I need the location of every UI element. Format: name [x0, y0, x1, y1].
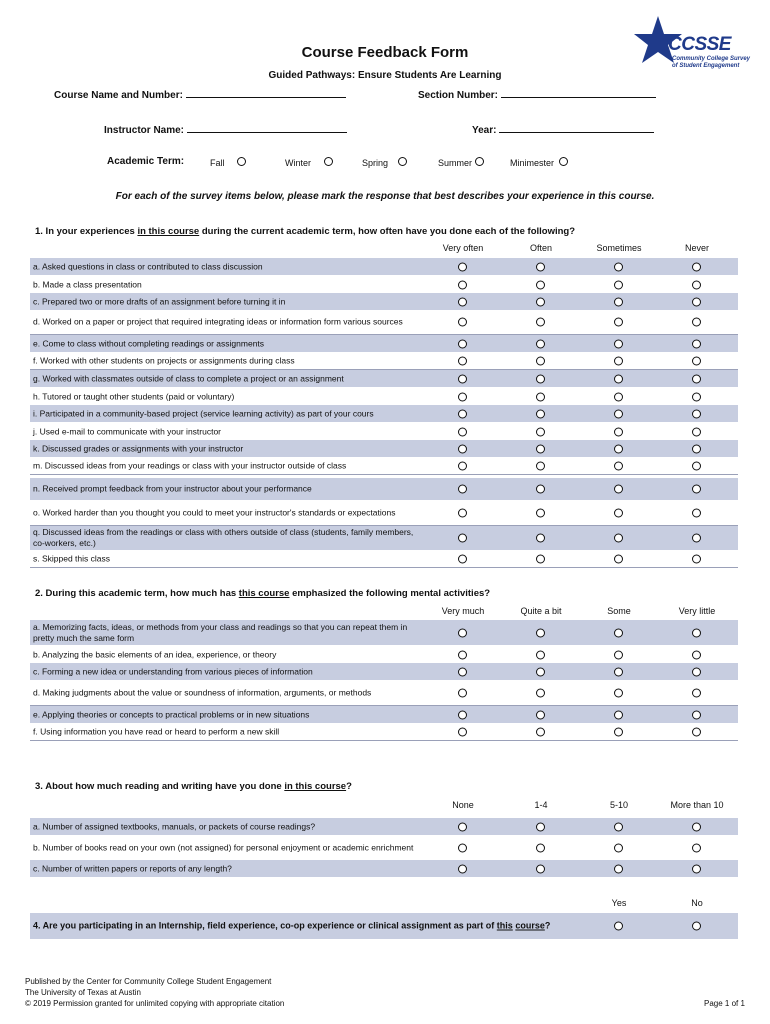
radio-icon[interactable]: [692, 922, 701, 931]
radio-icon[interactable]: [614, 339, 623, 348]
page-subtitle: Guided Pathways: Ensure Students Are Learning: [268, 70, 502, 81]
radio-icon[interactable]: [536, 427, 545, 436]
radio-icon[interactable]: [237, 157, 246, 166]
question-2-heading: 2. During this academic term, how much has this course emphasized the following mental activities?: [35, 588, 491, 599]
radio-icon[interactable]: [692, 534, 701, 543]
radio-icon[interactable]: [614, 392, 623, 401]
table-row: [30, 663, 738, 680]
radio-icon[interactable]: [692, 485, 701, 494]
radio-icon[interactable]: [458, 822, 467, 831]
radio-icon[interactable]: [614, 710, 623, 719]
term-winter[interactable]: Winter: [285, 157, 333, 168]
radio-icon[interactable]: [458, 392, 467, 401]
item-label: c. Number of written papers or reports of any length?: [33, 863, 232, 873]
radio-icon[interactable]: [458, 650, 467, 659]
radio-icon[interactable]: [614, 318, 623, 327]
row-divider: [30, 567, 738, 568]
table-row: [30, 818, 738, 835]
radio-icon[interactable]: [614, 844, 623, 853]
table-row: [30, 440, 738, 457]
radio-icon[interactable]: [536, 262, 545, 271]
page-title: Course Feedback Form: [301, 44, 469, 61]
column-header: More than 10: [670, 800, 724, 810]
radio-icon[interactable]: [692, 864, 701, 873]
radio-icon[interactable]: [614, 822, 623, 831]
item-label: c. Forming a new idea or understanding from various pieces of information: [33, 666, 313, 676]
item-label: m. Discussed ideas from your readings or class with your instructor outside of class: [33, 460, 347, 470]
radio-icon[interactable]: [559, 157, 568, 166]
radio-icon[interactable]: [458, 339, 467, 348]
table-row: [30, 723, 738, 740]
radio-icon[interactable]: [398, 157, 407, 166]
radio-icon[interactable]: [458, 710, 467, 719]
table-row: [30, 423, 738, 440]
column-header: Quite a bit: [520, 606, 562, 616]
radio-icon[interactable]: [692, 392, 701, 401]
column-header: Some: [607, 606, 631, 616]
footer-publisher: Published by the Center for Community College Student Engagement The University of Texas at Austin © 2019 Permission granted for unlimited copying with appropriate citation: [25, 977, 285, 1008]
item-label: c. Prepared two or more drafts of an assignment before turning it in: [33, 296, 286, 306]
item-label: d. Making judgments about the value or soundness of information, arguments, or methods: [33, 687, 372, 697]
column-header: Very much: [441, 606, 485, 616]
radio-icon[interactable]: [536, 688, 545, 697]
row-divider: [30, 740, 738, 741]
radio-icon[interactable]: [614, 534, 623, 543]
column-header: Often: [529, 243, 552, 253]
radio-icon[interactable]: [458, 444, 467, 453]
radio-icon[interactable]: [692, 509, 701, 518]
table-row: [30, 310, 738, 334]
table-row: [30, 388, 738, 405]
radio-icon[interactable]: [458, 485, 467, 494]
radio-icon[interactable]: [692, 356, 701, 365]
radio-icon[interactable]: [692, 339, 701, 348]
term-spring[interactable]: Spring: [362, 157, 407, 168]
item-label: n. Received prompt feedback from your instructor about your performance: [33, 483, 312, 494]
radio-icon[interactable]: [458, 374, 467, 383]
radio-icon[interactable]: [458, 727, 467, 736]
radio-icon[interactable]: [692, 262, 701, 271]
radio-icon[interactable]: [536, 628, 545, 637]
radio-icon[interactable]: [458, 534, 467, 543]
radio-icon[interactable]: [692, 374, 701, 383]
radio-icon[interactable]: [692, 727, 701, 736]
radio-icon[interactable]: [692, 461, 701, 470]
term-minimester[interactable]: Minimester: [510, 157, 568, 168]
radio-icon[interactable]: [692, 409, 701, 418]
radio-icon[interactable]: [536, 339, 545, 348]
item-label: e. Applying theories or concepts to practical problems or in new situations: [33, 709, 310, 719]
table-row: [30, 620, 738, 645]
radio-icon[interactable]: [692, 297, 701, 306]
column-header: None: [452, 800, 474, 810]
radio-icon[interactable]: [536, 280, 545, 289]
radio-icon[interactable]: [536, 409, 545, 418]
item-label: b. Number of books read on your own (not assigned) for personal enjoyment or academic enrichment: [33, 842, 414, 853]
column-header: Yes: [611, 898, 627, 908]
question-4-row: [30, 913, 738, 939]
table-row: [30, 258, 738, 275]
radio-icon[interactable]: [692, 688, 701, 697]
logo-tagline: Community College Survey of Student Engagement: [672, 56, 751, 69]
radio-icon[interactable]: [458, 318, 467, 327]
radio-icon[interactable]: [614, 864, 623, 873]
item-label: b. Analyzing the basic elements of an idea, experience, or theory: [33, 649, 277, 659]
item-label: j. Used e-mail to communicate with your instructor: [33, 426, 222, 436]
radio-icon[interactable]: [458, 427, 467, 436]
radio-icon[interactable]: [458, 844, 467, 853]
radio-icon[interactable]: [458, 262, 467, 271]
radio-icon[interactable]: [536, 392, 545, 401]
item-label: b. Made a class presentation: [33, 279, 142, 289]
table-row: [30, 706, 738, 723]
item-label: k. Discussed grades or assignments with your instructor: [33, 443, 244, 453]
radio-icon[interactable]: [614, 628, 623, 637]
radio-icon[interactable]: [614, 297, 623, 306]
radio-icon[interactable]: [614, 409, 623, 418]
table-row: [30, 335, 738, 352]
radio-icon[interactable]: [614, 922, 623, 931]
table-row: [30, 457, 738, 474]
item-label: a. Asked questions in class or contributed to class discussion: [33, 261, 263, 271]
radio-icon[interactable]: [536, 555, 545, 564]
radio-icon[interactable]: [458, 356, 467, 365]
radio-icon[interactable]: [692, 710, 701, 719]
radio-icon[interactable]: [536, 485, 545, 494]
item-label: f. Worked with other students on projects or assignments during class: [33, 355, 295, 365]
radio-icon[interactable]: [536, 297, 545, 306]
radio-icon[interactable]: [458, 509, 467, 518]
radio-icon[interactable]: [614, 461, 623, 470]
radio-icon[interactable]: [536, 374, 545, 383]
term-summer[interactable]: Summer: [438, 157, 484, 168]
radio-icon[interactable]: [536, 534, 545, 543]
radio-icon[interactable]: [692, 444, 701, 453]
radio-icon[interactable]: [692, 844, 701, 853]
radio-icon[interactable]: [536, 667, 545, 676]
radio-icon[interactable]: [458, 297, 467, 306]
item-label: a. Number of assigned textbooks, manuals, or packets of course readings?: [33, 821, 316, 831]
term-fall[interactable]: Fall: [210, 157, 246, 168]
table-row: [30, 276, 738, 293]
table-row: [30, 680, 738, 705]
academic-term-label: Academic Term:: [107, 156, 185, 167]
year-field[interactable]: Year:: [472, 122, 654, 136]
radio-icon[interactable]: [692, 318, 701, 327]
radio-icon[interactable]: [324, 157, 333, 166]
question-4-text: 4. Are you participating in an Internship, field experience, co-op experience or clinical assignment as part of this course?: [33, 920, 551, 931]
question-3-heading: 3. About how much reading and writing have you done in this course?: [35, 781, 352, 792]
radio-icon[interactable]: [614, 688, 623, 697]
table-row: [30, 370, 738, 387]
page-number: Page 1 of 1: [704, 999, 745, 1008]
column-header: Never: [684, 243, 709, 253]
radio-icon[interactable]: [692, 667, 701, 676]
radio-icon[interactable]: [692, 555, 701, 564]
radio-icon[interactable]: [614, 280, 623, 289]
table-row: [30, 405, 738, 422]
radio-icon[interactable]: [475, 157, 484, 166]
logo-wordmark: CCSSE: [668, 34, 731, 55]
column-header: Very often: [442, 243, 484, 253]
question-1-heading: 1. In your experiences in this course during the current academic term, how often have you done each of the following?: [35, 226, 576, 237]
item-label: s. Skipped this class: [33, 553, 111, 564]
table-row: [30, 836, 738, 860]
radio-icon[interactable]: [692, 427, 701, 436]
radio-icon[interactable]: [536, 318, 545, 327]
item-label: o. Worked harder than you thought you could to meet your instructor's standards or expectations: [33, 507, 396, 518]
radio-icon[interactable]: [614, 667, 623, 676]
radio-icon[interactable]: [458, 667, 467, 676]
radio-icon[interactable]: [458, 628, 467, 637]
radio-icon[interactable]: [536, 864, 545, 873]
radio-icon[interactable]: [692, 822, 701, 831]
radio-icon[interactable]: [614, 555, 623, 564]
radio-icon[interactable]: [458, 280, 467, 289]
table-row: [30, 293, 738, 310]
radio-icon[interactable]: [614, 444, 623, 453]
item-label: q. Discussed ideas from the readings or class with others outside of class (students, family members, co-workers, etc.): [33, 527, 414, 548]
radio-icon[interactable]: [536, 444, 545, 453]
radio-icon[interactable]: [614, 485, 623, 494]
radio-icon[interactable]: [458, 461, 467, 470]
column-header: 5-10: [609, 800, 628, 810]
radio-icon[interactable]: [614, 509, 623, 518]
column-header: Very little: [678, 606, 716, 616]
item-label: h. Tutored or taught other students (paid or voluntary): [33, 391, 235, 401]
column-header: Sometimes: [596, 243, 642, 253]
radio-icon[interactable]: [536, 710, 545, 719]
item-label: d. Worked on a paper or project that required integrating ideas or information form various sources: [33, 316, 403, 327]
table-row: [30, 526, 738, 550]
item-label: i. Participated in a community-based project (service learning activity) as part of your cours: [33, 408, 374, 418]
radio-icon[interactable]: [458, 864, 467, 873]
instructor-name-field[interactable]: Instructor Name:: [104, 122, 347, 136]
row-divider: [30, 474, 738, 475]
item-label: f. Using information you have read or heard to perform a new skill: [33, 726, 280, 736]
radio-icon[interactable]: [458, 688, 467, 697]
section-number-field[interactable]: Section Number:: [418, 87, 656, 101]
radio-icon[interactable]: [614, 650, 623, 659]
radio-icon[interactable]: [536, 356, 545, 365]
item-label: e. Come to class without completing readings or assignments: [33, 338, 265, 348]
table-row: [30, 646, 738, 663]
radio-icon[interactable]: [614, 262, 623, 271]
table-row: [30, 478, 738, 500]
item-label: g. Worked with classmates outside of class to complete a project or an assignment: [33, 373, 344, 383]
radio-icon[interactable]: [692, 650, 701, 659]
radio-icon[interactable]: [614, 427, 623, 436]
radio-icon[interactable]: [614, 374, 623, 383]
radio-icon[interactable]: [536, 509, 545, 518]
course-name-field[interactable]: Course Name and Number:: [54, 87, 346, 101]
table-row: [30, 551, 738, 567]
radio-icon[interactable]: [458, 409, 467, 418]
radio-icon[interactable]: [536, 461, 545, 470]
radio-icon[interactable]: [614, 727, 623, 736]
column-header: 1-4: [534, 800, 548, 810]
radio-icon[interactable]: [692, 280, 701, 289]
radio-icon[interactable]: [692, 628, 701, 637]
radio-icon[interactable]: [536, 650, 545, 659]
radio-icon[interactable]: [458, 555, 467, 564]
column-header: No: [691, 898, 703, 908]
table-row: [30, 352, 738, 369]
table-row: [30, 860, 738, 877]
item-label: a. Memorizing facts, ideas, or methods from your class and readings so that you can repeat them in pretty much the same form: [33, 621, 408, 643]
radio-icon[interactable]: [536, 727, 545, 736]
table-row: [30, 501, 738, 525]
radio-icon[interactable]: [536, 822, 545, 831]
instructions: For each of the survey items below, please mark the response that best describes your experience in this course.: [115, 191, 655, 202]
radio-icon[interactable]: [536, 844, 545, 853]
radio-icon[interactable]: [614, 356, 623, 365]
